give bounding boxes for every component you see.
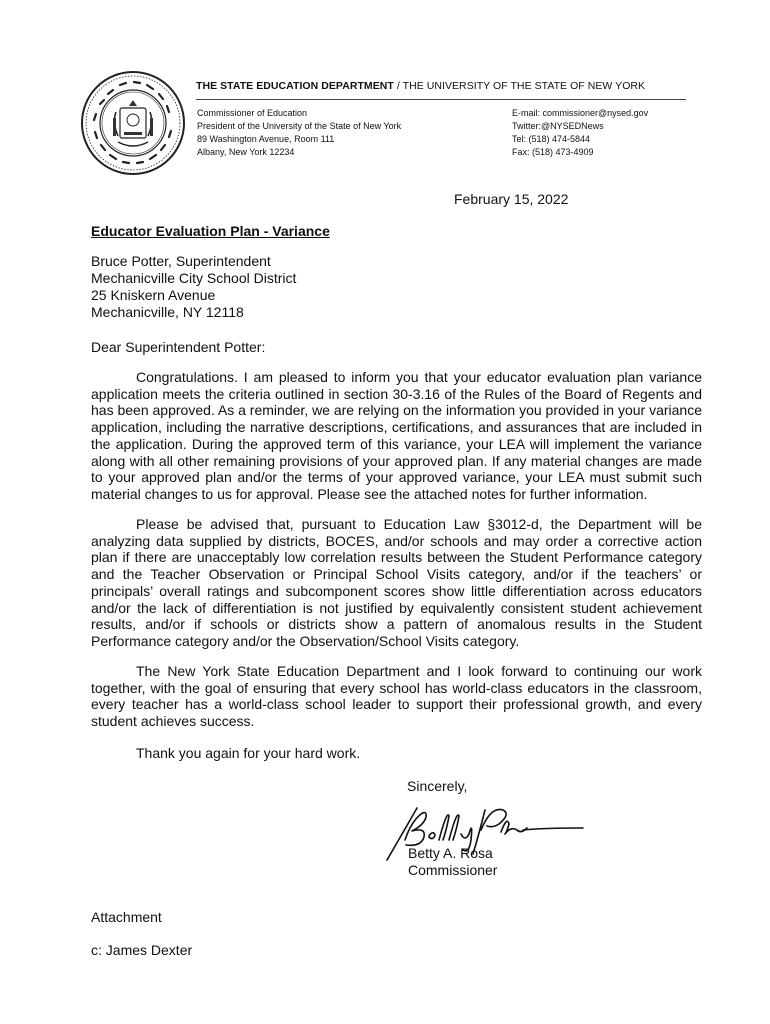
letterhead-twitter: Twitter:@NYSEDNews: [512, 121, 604, 131]
letterhead-line: 89 Washington Avenue, Room 111: [197, 134, 335, 144]
body-paragraph: Congratulations. I am pleased to inform you that your educator evaluation plan variance application meets the criteria outlined in section 30-3.16 of the Rules of the Board of Regents and has been approved. As a reminder, we are relying on the information you provided in your variance application, including the narrative descriptions, certifications, and assurances that are included in the application. During the approved term of this variance, your LEA will implement the variance along with all other remaining provisions of your approved plan. If any material changes are made to your approved plan and/or the terms of your approved variance, your LEA must submit such material changes to us for approval. Please see the attached notes for further information.: [91, 369, 702, 502]
letterhead-line: Commissioner of Education: [197, 108, 308, 118]
attachment-note: Attachment: [91, 909, 162, 925]
closing: Sincerely,: [407, 778, 468, 794]
recipient-address: [91, 253, 296, 321]
recipient-line: 25 Kniskern Avenue: [91, 287, 216, 303]
body-paragraph: Please be advised that, pursuant to Education Law §3012-d, the Department will be analyzing data supplied by districts, BOCES, and/or schools and may order a corrective action plan if there are unacceptably low correlation results between the Student Performance category and the Teacher Observation or Principal School Visits category, and/or if the teachers’ or principals’ overall ratings and subcomponent scores show little differentiation across educators and/or the lack of differentiation is not justified by equivalently consistent student achievement results, and/or if schools or districts show a pattern of anomalous results in the Student Performance category and/or the Observation/School Visits category.: [91, 516, 702, 649]
signer-title: Commissioner: [408, 862, 498, 878]
body-paragraph: The New York State Education Department and I look forward to continuing our work together, with the goal of ensuring that every school has world-class educators in the classroom, every teacher has a world-class school leader to support their professional growth, and every student achieves success.: [91, 663, 702, 730]
letterhead-line: President of the University of the State of New York: [197, 121, 402, 131]
signer-name: Betty A. Rosa: [408, 845, 493, 861]
state-university-seal: [80, 70, 186, 176]
letterhead-line: Albany, New York 12234: [197, 147, 295, 157]
letter-subject: Educator Evaluation Plan - Variance: [91, 223, 330, 239]
signer-block: [408, 845, 497, 879]
letterhead-fax: Fax: (518) 473-4909: [512, 147, 594, 157]
thanks-line: Thank you again for your hard work.: [136, 745, 361, 761]
recipient-line: Bruce Potter, Superintendent: [91, 253, 271, 269]
department-name: THE STATE EDUCATION DEPARTMENT: [196, 80, 394, 92]
letterhead-rule: [196, 99, 686, 100]
recipient-line: Mechanicville City School District: [91, 270, 297, 286]
letter-date: February 15, 2022: [454, 191, 569, 207]
letterhead-title: [196, 80, 645, 92]
cc-line: c: James Dexter: [91, 942, 193, 958]
letterhead-phone: Tel: (518) 474-5844: [512, 134, 591, 144]
salutation: Dear Superintendent Potter:: [91, 339, 266, 355]
university-name: / THE UNIVERSITY OF THE STATE OF NEW YORK: [393, 80, 646, 92]
recipient-line: Mechanicville, NY 12118: [91, 304, 244, 320]
letterhead-email: E-mail: commissioner@nysed.gov: [512, 108, 649, 118]
letterhead-contact-left: [197, 107, 401, 159]
letterhead-contact-right: [512, 107, 648, 159]
